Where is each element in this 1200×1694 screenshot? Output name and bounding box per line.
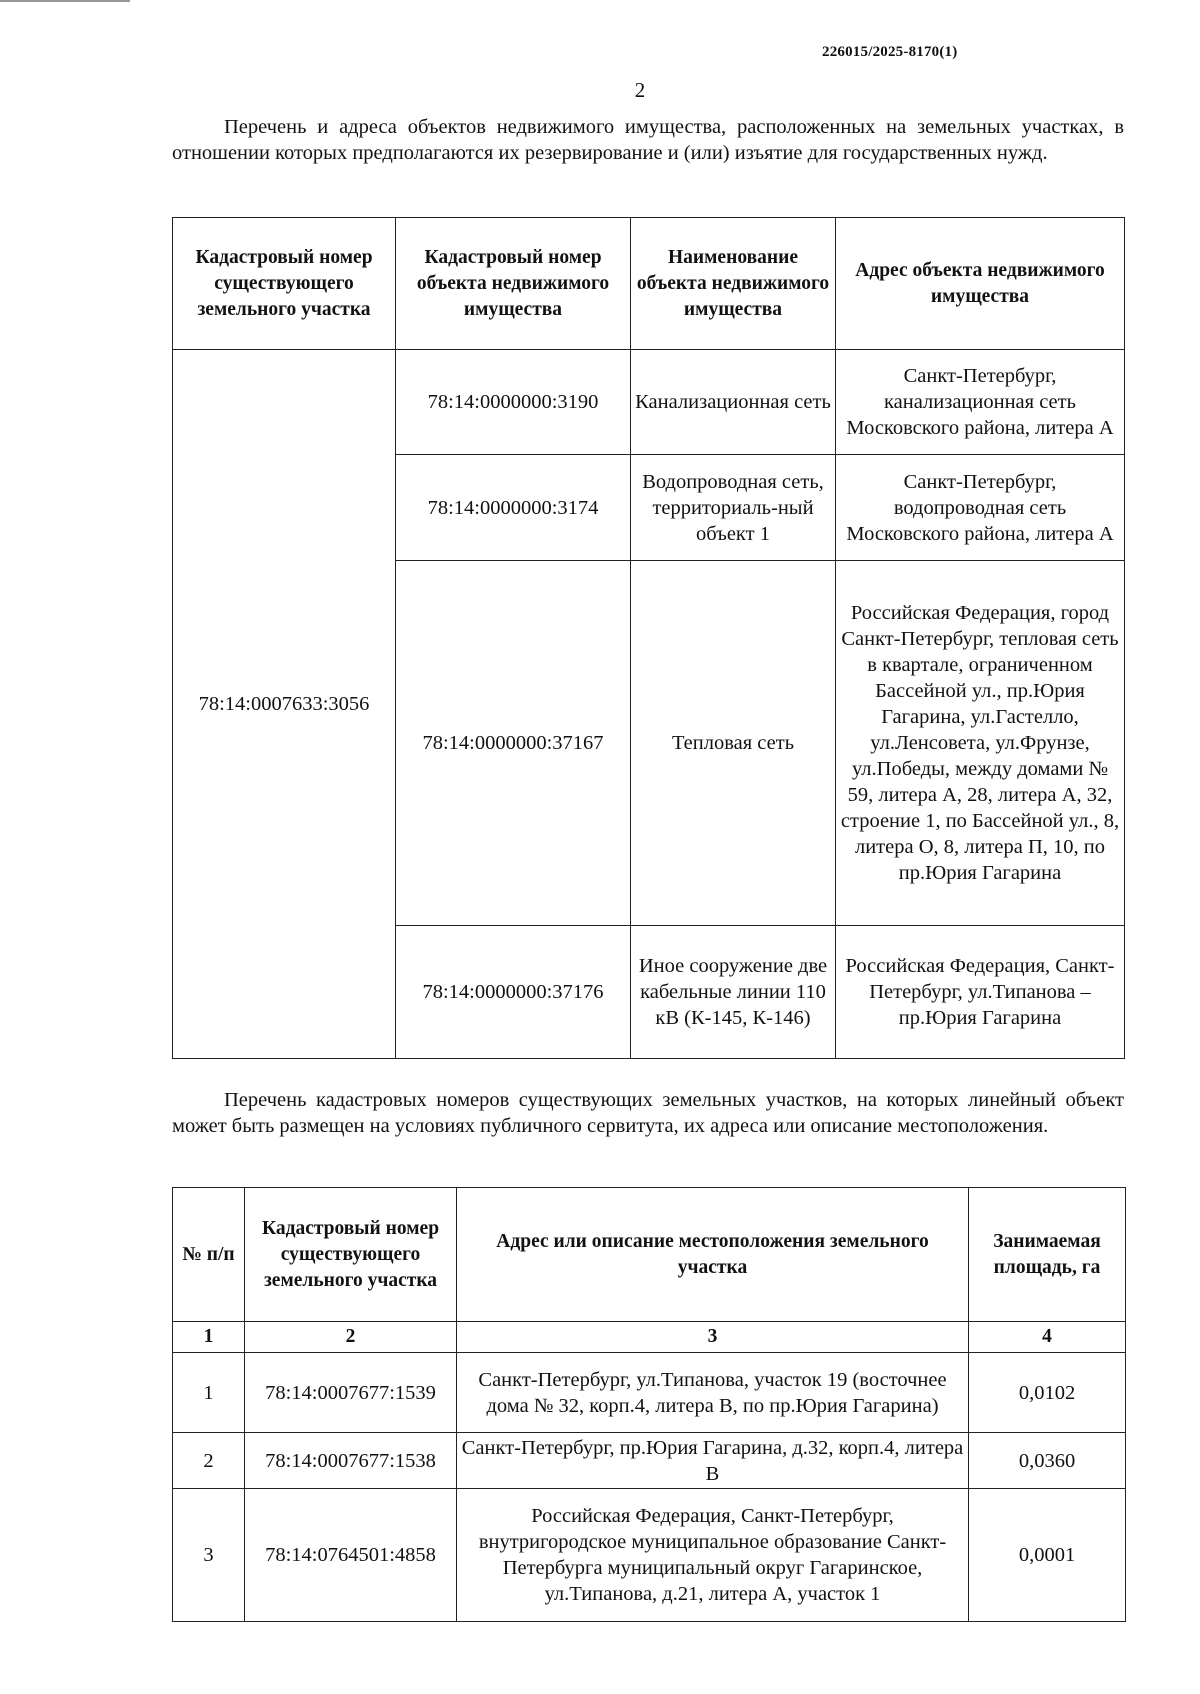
header-location: Адрес или описание местоположения земельного участка [457, 1188, 969, 1322]
document-number: 226015/2025-8170(1) [822, 44, 958, 60]
column-number-row [173, 1322, 1126, 1353]
table-row [173, 1433, 1126, 1489]
page-number: 2 [634, 78, 646, 102]
row-number-cell: 2 [173, 1433, 245, 1489]
column-number: 1 [173, 1322, 245, 1353]
column-number: 4 [969, 1322, 1126, 1353]
location-cell: Санкт-Петербург, ул.Типанова, участок 19 (восточнее дома № 32, корп.4, литера В, по пр.Юрия Гагарина) [457, 1353, 969, 1433]
area-cell: 0,0102 [969, 1353, 1126, 1433]
area-cell: 0,0001 [969, 1489, 1126, 1622]
object-address-cell: Российская Федерация, город Санкт-Петербург, тепловая сеть в квартале, ограниченном Бассейной ул., пр.Юрия Гагарина, ул.Гастелло, ул.Ленсовета, ул.Фрунзе, ул.Победы, между домами № 59, литера А, 28, литера А, 32, строение 1, по Бассейной ул., 8, литера О, 8, литера П, 10, по пр.Юрия Гагарина [836, 561, 1125, 926]
intro-paragraph-reservation [172, 114, 1124, 166]
real-estate-objects-table [172, 217, 1125, 1059]
object-name-cell: Водопроводная сеть, территориаль-ный объект 1 [631, 455, 836, 561]
table-row [173, 1353, 1126, 1433]
object-address-cell: Российская Федерация, Санкт-Петербург, ул.Типанова – пр.Юрия Гагарина [836, 926, 1125, 1059]
intro-paragraph-servitude [172, 1087, 1124, 1139]
object-name-cell: Иное сооружение две кабельные линии 110 кВ (К-145, К-146) [631, 926, 836, 1059]
intro-paragraph-servitude-text: Перечень кадастровых номеров существующих земельных участков, на которых линейный объект может быть размещен на условиях публичного сервитута, их адреса или описание местоположения. [172, 1089, 1124, 1137]
object-cadastral-cell: 78:14:0000000:37176 [396, 926, 631, 1059]
object-cadastral-cell: 78:14:0000000:3174 [396, 455, 631, 561]
land-plot-cadastral-cell: 78:14:0764501:4858 [245, 1489, 457, 1622]
object-name-cell: Тепловая сеть [631, 561, 836, 926]
object-address-cell: Санкт-Петербург, водопроводная сеть Московского района, литера А [836, 455, 1125, 561]
row-number-cell: 3 [173, 1489, 245, 1622]
header-row-number: № п/п [173, 1188, 245, 1322]
location-cell: Российская Федерация, Санкт-Петербург, внутригородское муниципальное образование Санкт-Петербурга муниципальный округ Гагаринское, ул.Типанова, д.21, литера А, участок 1 [457, 1489, 969, 1622]
header-object-cadastral: Кадастровый номер объекта недвижимого имущества [396, 218, 631, 350]
table-row [173, 350, 1125, 455]
header-land-plot-cadastral: Кадастровый номер существующего земельного участка [173, 218, 396, 350]
column-number: 2 [245, 1322, 457, 1353]
land-plots-servitude-table [172, 1187, 1126, 1622]
land-plot-cadastral-cell: 78:14:0007633:3056 [173, 350, 396, 1059]
row-number-cell: 1 [173, 1353, 245, 1433]
area-cell: 0,0360 [969, 1433, 1126, 1489]
object-cadastral-cell: 78:14:0000000:37167 [396, 561, 631, 926]
header-object-name: Наименование объекта недвижимого имущества [631, 218, 836, 350]
object-cadastral-cell: 78:14:0000000:3190 [396, 350, 631, 455]
location-cell: Санкт-Петербург, пр.Юрия Гагарина, д.32, корп.4, литера В [457, 1433, 969, 1489]
object-address-cell: Санкт-Петербург, канализационная сеть Московского района, литера А [836, 350, 1125, 455]
land-plot-cadastral-cell: 78:14:0007677:1538 [245, 1433, 457, 1489]
object-name-cell: Канализационная сеть [631, 350, 836, 455]
intro-paragraph-reservation-text: Перечень и адреса объектов недвижимого имущества, расположенных на земельных участках, в отношении которых предполагаются их резервирование и (или) изъятие для государственных нужд. [172, 116, 1124, 164]
land-plot-cadastral-cell: 78:14:0007677:1539 [245, 1353, 457, 1433]
table-header-row [173, 1188, 1126, 1322]
header-area: Занимаемая площадь, га [969, 1188, 1126, 1322]
table-row [173, 1489, 1126, 1622]
header-land-plot-cadastral: Кадастровый номер существующего земельного участка [245, 1188, 457, 1322]
column-number: 3 [457, 1322, 969, 1353]
header-object-address: Адрес объекта недвижимого имущества [836, 218, 1125, 350]
table-header-row [173, 218, 1125, 350]
scan-edge-mark [0, 0, 130, 2]
